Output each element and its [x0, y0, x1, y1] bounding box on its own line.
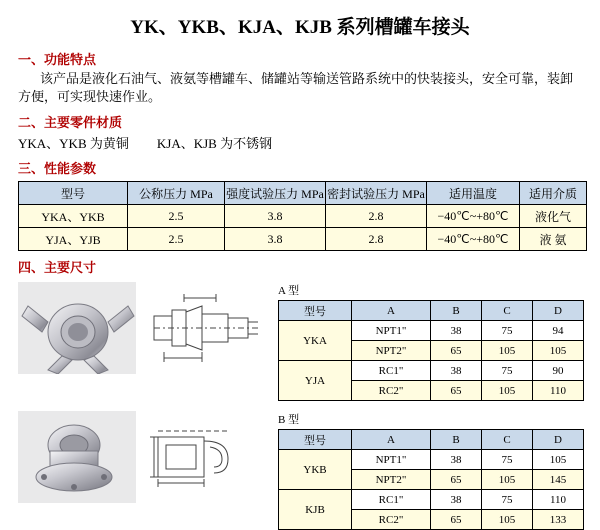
dimension-table-b — [278, 429, 584, 530]
dim-cell-model: YKA — [279, 321, 352, 361]
dim-cell: RC1" — [352, 361, 431, 381]
materials-right: KJA、KJB 为不锈钢 — [156, 136, 273, 151]
table-row — [279, 321, 584, 341]
dim-cell: 145 — [533, 470, 584, 490]
perf-col-seal-pressure: 密封试验压力 MPa — [326, 182, 427, 205]
dim-cell: NPT1" — [352, 321, 431, 341]
features-paragraph-text: 该产品是液化石油气、液氨等槽罐车、储罐站等输送管路系统中的快装接头，安全可靠，装卸方便，可实现快速作业。 — [18, 71, 574, 104]
perf-cell: YJA、YJB — [19, 228, 128, 251]
table-row — [19, 228, 587, 251]
dim-cell: 75 — [482, 321, 533, 341]
dim-cell: RC2" — [352, 510, 431, 530]
perf-cell: 2.8 — [326, 205, 427, 228]
dim-cell: 133 — [533, 510, 584, 530]
dim-cell: 105 — [482, 341, 533, 361]
dim-cell-model: KJB — [279, 490, 352, 530]
coupling-photo-b — [18, 411, 136, 503]
dim-cell: 75 — [482, 450, 533, 470]
dim-cell: 105 — [533, 341, 584, 361]
perf-cell: 2.5 — [128, 205, 225, 228]
dim-cell: 105 — [482, 510, 533, 530]
perf-cell: 液 氨 — [520, 228, 587, 251]
dimension-group-b — [18, 411, 600, 530]
dim-cell: 65 — [431, 341, 482, 361]
page-title: YK、YKB、KJA、KJB 系列槽罐车接头 — [130, 17, 470, 38]
type-label-b: B 型 — [278, 414, 300, 426]
dim-col-b: B — [431, 430, 482, 450]
table-row — [279, 361, 584, 381]
dim-cell: 94 — [533, 321, 584, 341]
dim-cell: 110 — [533, 381, 584, 401]
dim-cell: 105 — [533, 450, 584, 470]
dim-cell: RC1" — [352, 490, 431, 510]
features-paragraph — [18, 70, 582, 106]
perf-col-model: 型号 — [19, 182, 128, 205]
table-row — [279, 450, 584, 470]
perf-col-strength-pressure: 强度试验压力 MPa — [225, 182, 326, 205]
dim-cell: 105 — [482, 470, 533, 490]
dim-col-a: A — [352, 301, 431, 321]
table-header-row — [279, 430, 584, 450]
performance-table — [18, 181, 587, 251]
perf-cell: 2.8 — [326, 228, 427, 251]
type-label-a: A 型 — [278, 285, 300, 297]
dim-cell: 38 — [431, 321, 482, 341]
perf-col-medium: 适用介质 — [520, 182, 587, 205]
dim-cell-model: YKB — [279, 450, 352, 490]
perf-col-temperature: 适用温度 — [427, 182, 520, 205]
dim-col-a: A — [352, 430, 431, 450]
dim-col-model: 型号 — [279, 301, 352, 321]
dim-col-c: C — [482, 430, 533, 450]
dim-cell: 110 — [533, 490, 584, 510]
dim-cell: 65 — [431, 510, 482, 530]
dim-col-d: D — [533, 430, 584, 450]
dim-cell: 75 — [482, 361, 533, 381]
dim-cell: 75 — [482, 490, 533, 510]
dim-col-d: D — [533, 301, 584, 321]
section-heading-features: 一、功能特点 — [18, 52, 97, 67]
dim-cell: 38 — [431, 361, 482, 381]
perf-cell: YKA、YKB — [19, 205, 128, 228]
table-header-row — [19, 182, 587, 205]
perf-cell: 3.8 — [225, 205, 326, 228]
perf-cell: −40℃~+80℃ — [427, 228, 520, 251]
dim-cell: RC2" — [352, 381, 431, 401]
dim-col-c: C — [482, 301, 533, 321]
perf-cell: 液化气 — [520, 205, 587, 228]
perf-cell: 2.5 — [128, 228, 225, 251]
dim-cell: NPT2" — [352, 341, 431, 361]
dim-cell: 65 — [431, 470, 482, 490]
dim-cell: NPT2" — [352, 470, 431, 490]
section-heading-materials: 二、主要零件材质 — [18, 115, 123, 130]
dim-cell: 105 — [482, 381, 533, 401]
dim-cell-model: YJA — [279, 361, 352, 401]
section-heading-dimensions: 四、主要尺寸 — [18, 260, 97, 275]
dim-col-b: B — [431, 301, 482, 321]
table-header-row — [279, 301, 584, 321]
dim-cell: 38 — [431, 490, 482, 510]
perf-cell: 3.8 — [225, 228, 326, 251]
table-row — [19, 205, 587, 228]
dim-cell: 90 — [533, 361, 584, 381]
dim-cell: 65 — [431, 381, 482, 401]
perf-col-nominal-pressure: 公称压力 MPa — [128, 182, 225, 205]
perf-cell: −40℃~+80℃ — [427, 205, 520, 228]
dim-cell: 38 — [431, 450, 482, 470]
coupling-line-drawing-a — [144, 282, 264, 374]
table-row — [279, 490, 584, 510]
materials-left: YKA、YKB 为黄铜 — [18, 136, 129, 151]
dimension-table-b-wrap — [278, 411, 584, 530]
coupling-photo-a — [18, 282, 136, 374]
coupling-line-drawing-b — [144, 411, 264, 503]
dimension-table-a-wrap — [278, 282, 584, 401]
section-heading-performance: 三、性能参数 — [18, 161, 97, 176]
materials-line — [18, 133, 600, 152]
dim-col-model: 型号 — [279, 430, 352, 450]
dimension-group-a — [18, 282, 600, 401]
dimension-table-a — [278, 300, 584, 401]
dim-cell: NPT1" — [352, 450, 431, 470]
